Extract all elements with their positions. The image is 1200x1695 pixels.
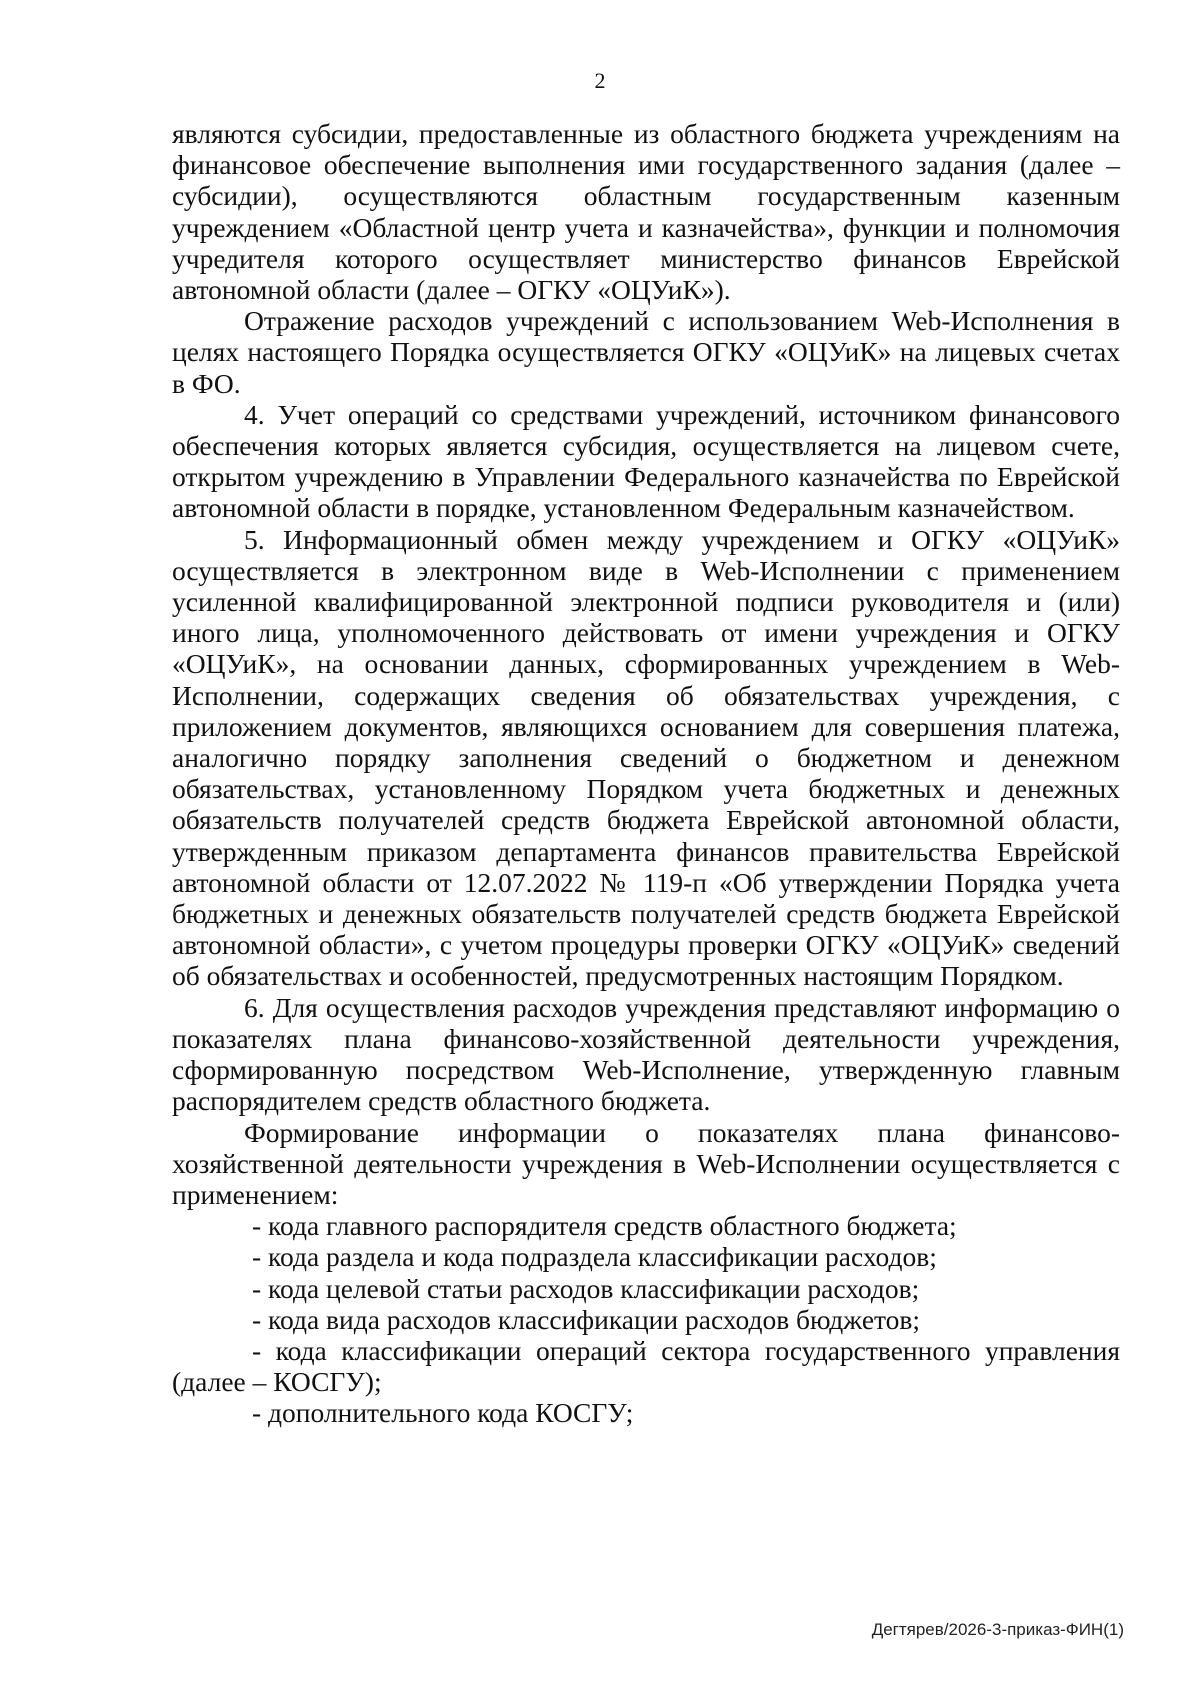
- list-item: - кода классификации операций сектора государственного управления (далее – КОСГУ);: [172, 1334, 1120, 1398]
- list-item: - дополнительного кода КОСГУ;: [252, 1397, 634, 1429]
- list-item: - кода вида расходов классификации расходов бюджетов;: [252, 1303, 921, 1335]
- list-item: - кода раздела и кода подраздела классификации расходов;: [252, 1241, 937, 1273]
- paragraph-item-5: 5. Информационный обмен между учреждением и ОГКУ «ОЦУиК» осуществляется в электронном виде в Web-Исполнении с применением усиленной квалифицированной электронной подписи руководителя и (или) иного лица, уполномоченного действовать от имени учреждения и ОГКУ «ОЦУиК», на основании данных, сформированных учреждением в Web-Исполнении, содержащих сведения об обязательствах учреждения, с приложением документов, являющихся основанием для совершения платежа, аналогично порядку заполнения сведений о бюджетном и денежном обязательствах, установленному Порядком учета бюджетных и денежных обязательств получателей средств бюджета Еврейской автономной области, утвержденным приказом департамента финансов правительства Еврейской автономной области от 12.07.2022 № 119-п «Об утверждении Порядка учета бюджетных и денежных обязательств получателей средств бюджета Еврейской автономной области», с учетом процедуры проверки ОГКУ «ОЦУиК» сведений об обязательствах и особенностей, предусмотренных настоящим Порядком.: [172, 523, 1120, 992]
- list-item: - кода главного распорядителя средств областного бюджета;: [252, 1210, 957, 1242]
- paragraph-item-4: 4. Учет операций со средствами учреждений, источником финансового обеспечения которых является субсидия, осуществляется на лицевом счете, открытом учреждению в Управлении Федерального казначейства по Еврейской автономной области в порядке, установленном Федеральным казначейством.: [172, 398, 1120, 524]
- paragraph-item-6: 6. Для осуществления расходов учреждения представляют информацию о показателях плана финансово-хозяйственной деятельности учреждения, сформированную посредством Web-Исполнение, утвержденную главным распорядителем средств областного бюджета.: [172, 991, 1120, 1117]
- document-registration-code: Дегтярев/2026-3-приказ-ФИН(1): [871, 1620, 1124, 1639]
- paragraph-continuation: являются субсидии, предоставленные из областного бюджета учреждениям на финансовое обеспечение выполнения ими государственного задания (далее – субсидии), осуществляются областным государственным казенным учреждением «Областной центр учета и казначейства», функции и полномочия учредителя которого осуществляет министерство финансов Еврейской автономной области (далее – ОГКУ «ОЦУиК»).: [172, 118, 1120, 306]
- paragraph-plan-formation: Формирование информации о показателях плана финансово-хозяйственной деятельности учреждения в Web-Исполнении осуществляется с применением:: [172, 1116, 1120, 1210]
- paragraph-web-execution: Отражение расходов учреждений с использованием Web-Исполнения в целях настоящего Порядка осуществляется ОГКУ «ОЦУиК» на лицевых счетах в ФО.: [172, 305, 1120, 399]
- list-item: - кода целевой статьи расходов классификации расходов;: [252, 1272, 920, 1304]
- document-body: [172, 118, 1120, 1429]
- page-number: 2: [594, 68, 606, 93]
